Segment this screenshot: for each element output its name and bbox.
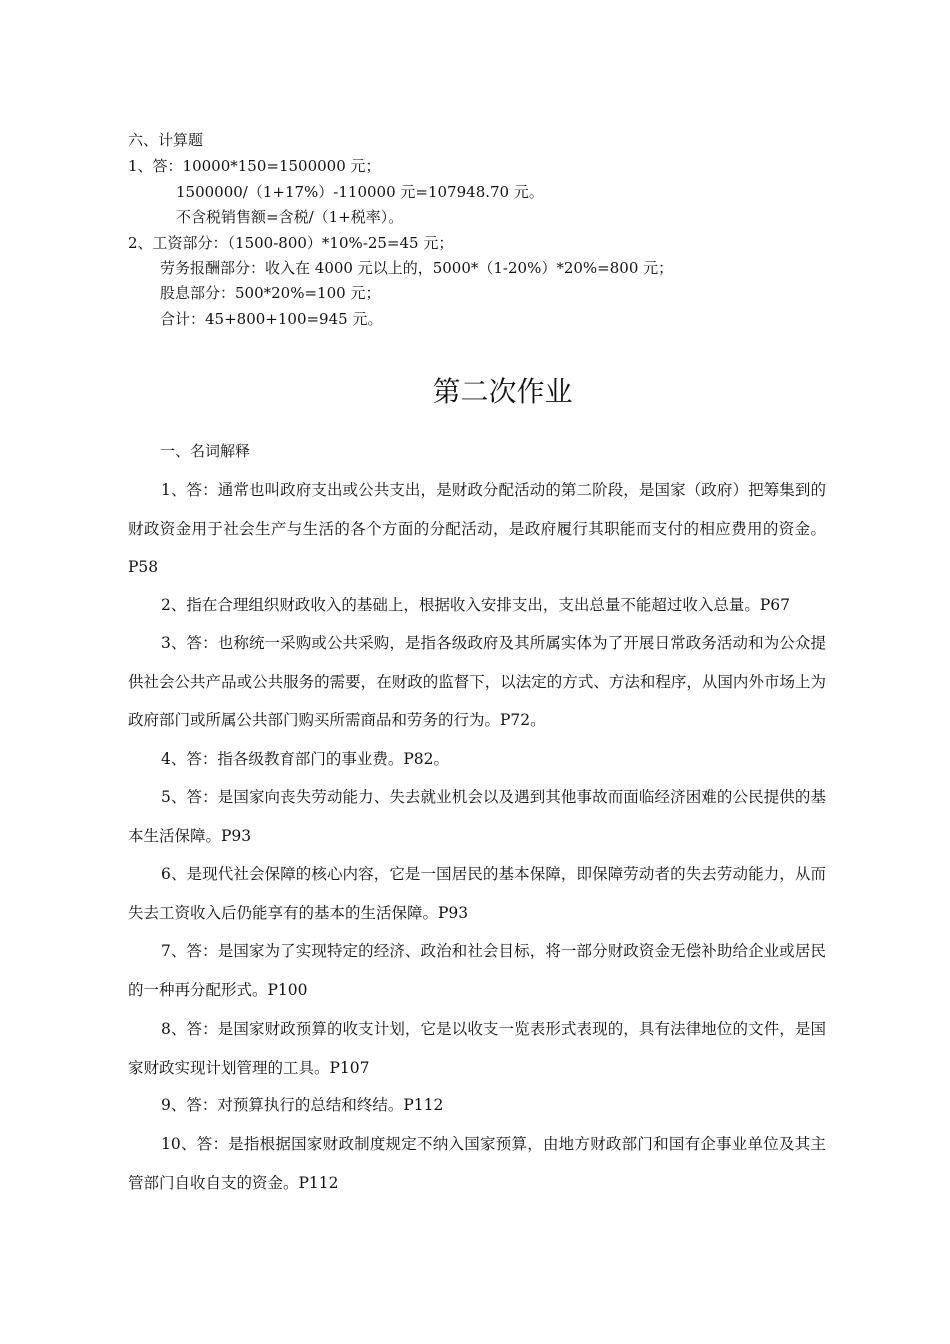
answer-2: 2、指在合理组织财政收入的基础上，根据收入安排支出，支出总量不能超过收入总量。P67 <box>161 596 791 614</box>
answer-8: 8、答：是国家财政预算的收支计划，它是以收支一览表形式表现的，具有法律地位的文件，是国家财政实现计划管理的工具。P107 <box>128 1020 826 1077</box>
page-title: 第二次作业 <box>432 375 573 408</box>
q2-line3: 股息部分：500*20%=100 元； <box>160 284 381 302</box>
answer-5: 5、答：是国家向丧失劳动能力、失去就业机会以及遇到其他事故而面临经济困难的公民提供的基本生活保障。P93 <box>128 788 826 845</box>
answer-3: 3、答：也称统一采购或公共采购，是指各级政府及其所属实体为了开展日常政务活动和为公众提供社会公共产品或公共服务的需要，在财政的监督下，以法定的方式、方法和程序，从国内外市场上为政府部门或所属公共部门购买所需商品和劳务的行为。P72。 <box>128 634 826 729</box>
section6-heading: 六、计算题 <box>128 131 204 149</box>
part1-heading: 一、名词解释 <box>160 442 251 460</box>
answer-9: 9、答：对预算执行的总结和终结。P112 <box>161 1096 444 1114</box>
q2-line4: 合计：45+800+100=945 元。 <box>160 310 383 328</box>
q2-line2: 劳务报酬部分：收入在 4000 元以上的，5000*（1-20%）*20%=800 元； <box>160 259 674 277</box>
q1-line1: 1、答：10000*150=1500000 元； <box>128 157 381 175</box>
q1-line2: 1500000/（1+17%）-110000 元=107948.70 元。 <box>176 183 544 201</box>
q2-line1: 2、工资部分：（1500-800）*10%-25=45 元； <box>128 234 454 252</box>
answer-7: 7、答：是国家为了实现特定的经济、政治和社会目标，将一部分财政资金无偿补助给企业或居民的一种再分配形式。P100 <box>128 942 826 999</box>
answer-6: 6、是现代社会保障的核心内容，它是一国居民的基本保障，即保障劳动者的失去劳动能力，从而失去工资收入后仍能享有的基本的生活保障。P93 <box>128 865 826 922</box>
answer-10: 10、答：是指根据国家财政制度规定不纳入国家预算，由地方财政部门和国有企事业单位及其主管部门自收自支的资金。P112 <box>128 1135 826 1192</box>
answer-1: 1、答：通常也叫政府支出或公共支出，是财政分配活动的第二阶段，是国家（政府）把筹集到的财政资金用于社会生产与生活的各个方面的分配活动，是政府履行其职能而支付的相应费用的资金。P58 <box>128 481 826 576</box>
q1-line3: 不含税销售额=含税/（1+税率）。 <box>176 208 404 226</box>
answer-4: 4、答：指各级教育部门的事业费。P82。 <box>161 750 450 768</box>
